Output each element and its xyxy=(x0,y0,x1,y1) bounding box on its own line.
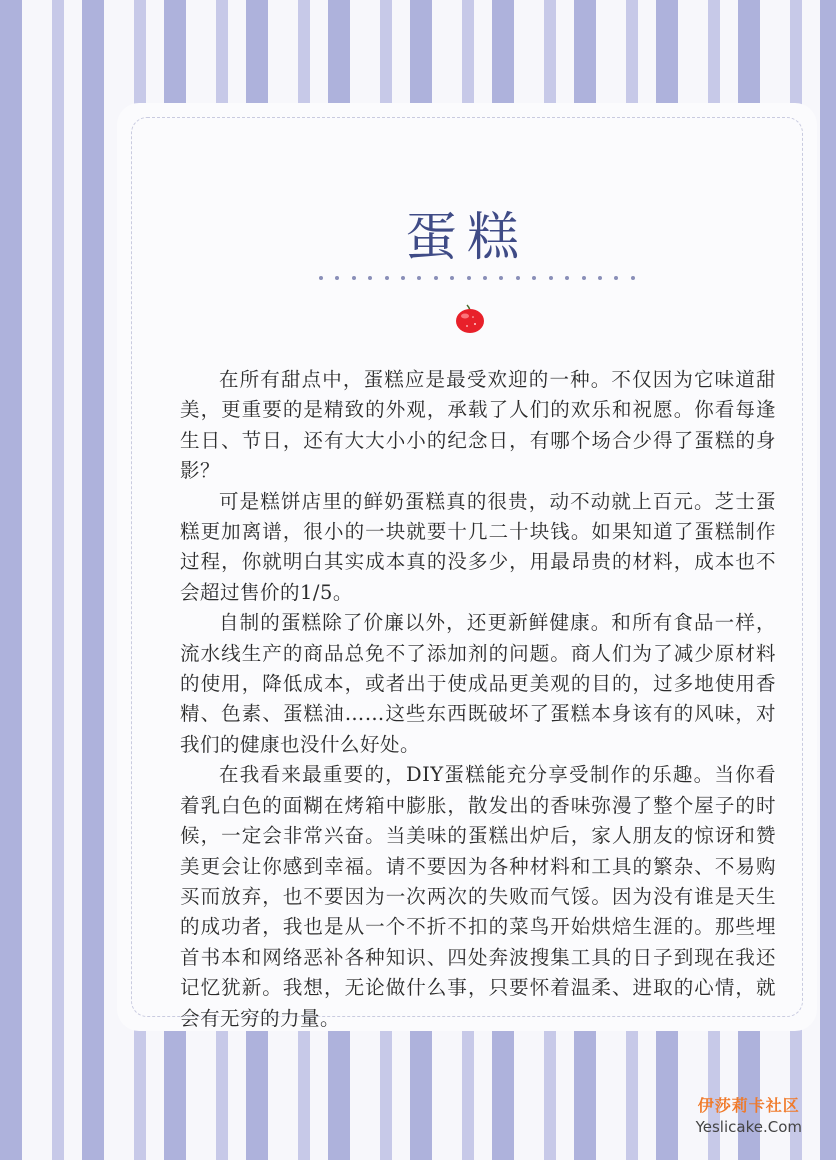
article-body xyxy=(180,365,776,1034)
page-title: 蛋糕 xyxy=(404,208,529,268)
content-card xyxy=(117,103,817,1031)
dotted-divider xyxy=(319,275,635,281)
paragraph: 在所有甜点中，蛋糕应是最受欢迎的一种。不仅因为它味道甜美，更重要的是精致的外观，承载了人们的欢乐和祝愿。你看每逢生日、节日，还有大大小小的纪念日，有哪个场合少得了蛋糕的身影？ xyxy=(180,368,776,483)
watermark-name: 伊莎莉卡社区 xyxy=(697,1096,800,1115)
watermark xyxy=(696,1093,802,1136)
paragraph: 在我看来最重要的，DIY蛋糕能充分享受制作的乐趣。当你看着乳白色的面糊在烤箱中膨胀，散发出的香味弥漫了整个屋子的时候，一定会非常兴奋。当美味的蛋糕出炉后，家人朋友的惊讶和赞美更会让你感到幸福。请不要因为各种材料和工具的繁杂、不易购买而放弃，也不要因为一次两次的失败而气馁。因为没有谁是天生的成功者，我也是从一个不折不扣的菜鸟开始烘焙生涯的。那些埋首书本和网络恶补各种知识、四处奔波搜集工具的日子到现在我还记忆犹新。我想，无论做什么事，只要怀着温柔、进取的心情，就会有无穷的力量。 xyxy=(180,763,776,1030)
watermark-site: Yeslicake.Com xyxy=(695,1118,802,1136)
paragraph: 可是糕饼店里的鲜奶蛋糕真的很贵，动不动就上百元。芝士蛋糕更加离谱，很小的一块就要十几二十块钱。如果知道了蛋糕制作过程，你就明白其实成本真的没多少，用最昂贵的材料，成本也不会超过售价的1/5。 xyxy=(180,489,776,604)
cherry-icon xyxy=(453,304,487,334)
paragraph: 自制的蛋糕除了价廉以外，还更新鲜健康。和所有食品一样，流水线生产的商品总免不了添加剂的问题。商人们为了减少原材料的使用，降低成本，或者出于使成品更美观的目的，过多地使用香精、色素、蛋糕油……这些东西既破坏了蛋糕本身该有的风味，对我们的健康也没什么好处。 xyxy=(180,611,776,756)
